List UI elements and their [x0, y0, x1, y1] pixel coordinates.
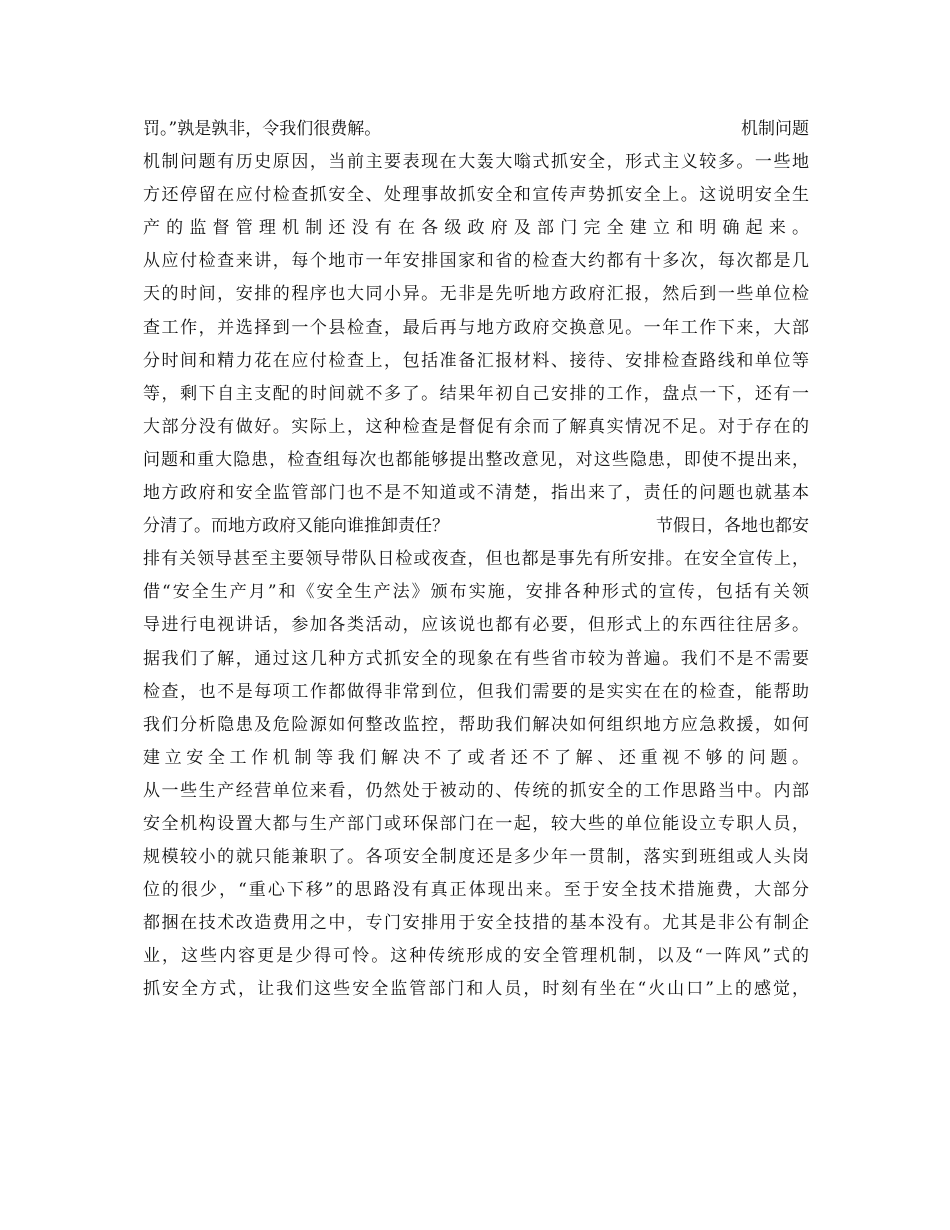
text-line: 排有关领导甚至主要领导带队日检或夜查，但也都是事先有所安排。在安全宣传上，: [143, 549, 809, 570]
text-line: 分时间和精力花在应付检查上，包括准备汇报材料、接待、安排检查路线和单位等: [143, 350, 809, 371]
text-line: [143, 510, 809, 543]
text-line: 据我们了解，通过这几种方式抓安全的现象在有些省市较为普遍。我们不是不需要: [143, 648, 809, 669]
text-line: 方还停留在应付检查抓安全、处理事故抓安全和宣传声势抓安全上。这说明安全生: [143, 185, 809, 206]
text-line: 天的时间，安排的程序也大同小异。无非是先听地方政府汇报，然后到一些单位检: [143, 284, 809, 305]
text-line: 规模较小的就只能兼职了。各项安全制度还是多少年一贯制，落实到班组或人头岗: [143, 847, 809, 868]
text-line: 抓安全方式，让我们这些安全监管部门和人员，时刻有坐在“火山口”上的感觉，: [143, 979, 809, 1000]
text-line: 从一些生产经营单位来看，仍然处于被动的、传统的抓安全的工作思路当中。内部: [143, 780, 809, 801]
text-line: 问题和重大隐患，检查组每次也都能够提出整改意见，对这些隐患，即使不提出来，: [143, 449, 809, 470]
text-line: 产的监督管理机制还没有在各级政府及部门完全建立和明确起来。: [143, 218, 809, 239]
text-line: 等，剩下自主支配的时间就不多了。结果年初自己安排的工作，盘点一下，还有一: [143, 383, 809, 404]
text-line: 查工作，并选择到一个县检查，最后再与地方政府交换意见。一年工作下来，大部: [143, 317, 809, 338]
text-line-right: 节假日，各地也都安: [656, 516, 809, 537]
text-line: 安全机构设置大都与生产部门或环保部门在一起，较大些的单位能设立专职人员，: [143, 813, 809, 834]
text-line: 大部分没有做好。实际上，这种检查是督促有余而了解真实情况不足。对于存在的: [143, 416, 809, 437]
text-line-left: 分清了。而地方政府又能向谁推卸责任？: [143, 516, 449, 537]
text-line: 业，这些内容更是少得可怜。这种传统形成的安全管理机制，以及“一阵风”式的: [143, 946, 809, 967]
text-line: 从应付检查来讲，每个地市一年安排国家和省的检查大约都有十多次，每次都是几: [143, 251, 809, 272]
text-line: [143, 113, 809, 146]
body-text: [143, 113, 809, 1007]
text-line: 检查，也不是每项工作都做得非常到位，但我们需要的是实实在在的检查，能帮助: [143, 681, 809, 702]
text-line: 借“安全生产月”和《安全生产法》颁布实施，安排各种形式的宣传，包括有关领: [143, 582, 809, 603]
text-line: 地方政府和安全监管部门也不是不知道或不清楚，指出来了，责任的问题也就基本: [143, 483, 809, 504]
text-line: 导进行电视讲话，参加各类活动，应该说也都有必要，但形式上的东西往往居多。: [143, 615, 809, 636]
text-line: 都捆在技术改造费用之中，专门安排用于安全技措的基本没有。尤其是非公有制企: [143, 913, 809, 934]
text-line: 建立安全工作机制等我们解决不了或者还不了解、还重视不够的问题。: [143, 747, 809, 768]
text-line: 我们分析隐患及危险源如何整改监控，帮助我们解决如何组织地方应急救援，如何: [143, 714, 809, 735]
text-line: 机制问题有历史原因，当前主要表现在大轰大嗡式抓安全，形式主义较多。一些地: [143, 152, 809, 173]
text-line: 位的很少，“重心下移”的思路没有真正体现出来。至于安全技术措施费，大部分: [143, 880, 809, 901]
text-line-right: 机制问题: [741, 119, 809, 139]
text-line-left: 罚。”孰是孰非，令我们很费解。: [143, 119, 382, 139]
